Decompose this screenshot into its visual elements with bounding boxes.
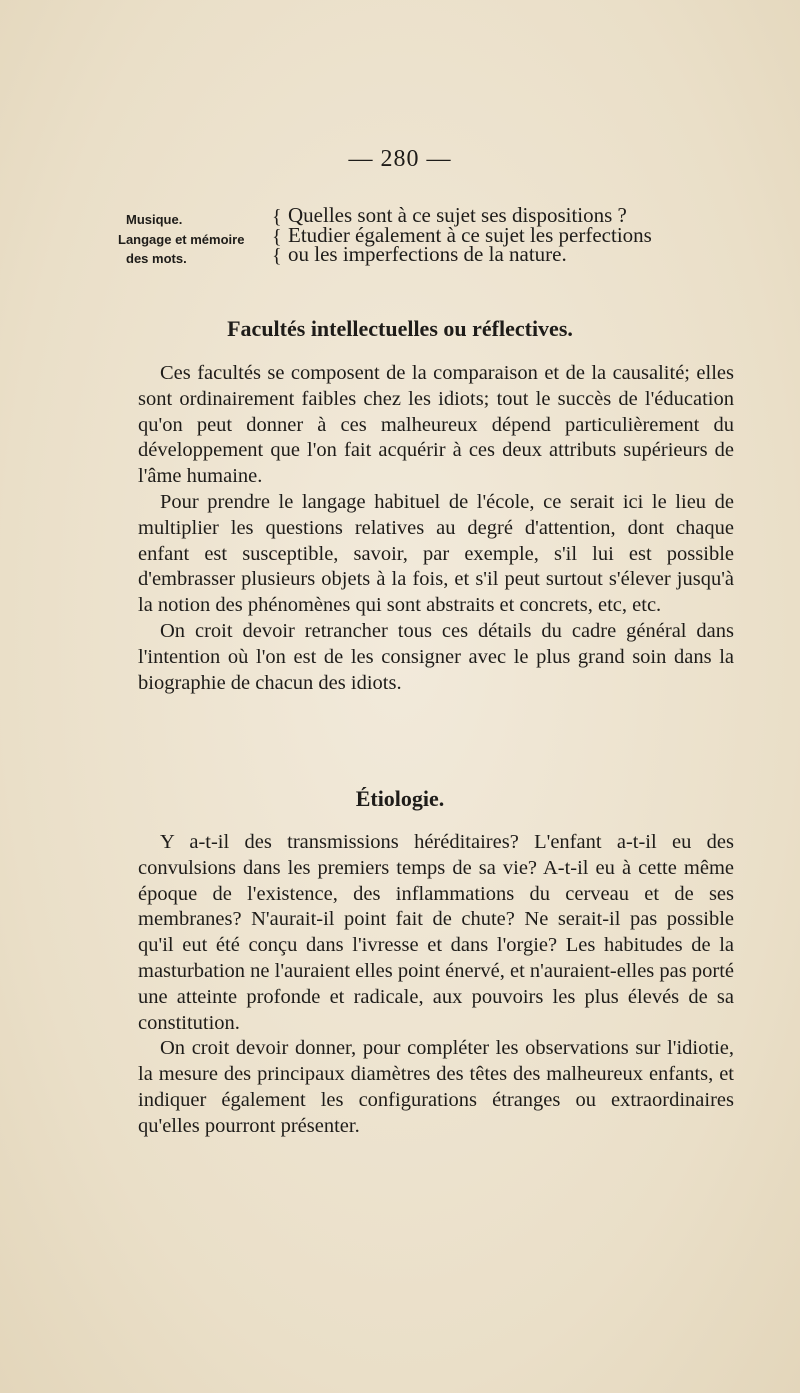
paragraph: Pour prendre le langage habituel de l'école, ce serait ici le lieu de multiplier les questions relatives au degré d'attention, dont chaque enfant est susceptible, savoir, par exemple, s'il lui est possible d'embrasser plusieurs objets à la fois, et s'il peut surtout s'élever jusqu'à la notion des phénomènes qui sont abstraits et concrets, etc, etc. (138, 490, 734, 617)
margin-note-music: Musique. (126, 212, 183, 227)
side-lines (288, 203, 728, 266)
section-body-etiology (138, 830, 734, 1140)
paragraph: Ces facultés se composent de la comparaison et de la causalité; elles sont ordinairement faibles chez les idiots; tout le succès de l'éducation qu'on peut donner à ces malheureux dépend particulièrement du développement que l'on fait acquérir à ces deux attributs supérieurs de l'âme humaine. (138, 362, 734, 488)
margin-notes (118, 210, 268, 269)
paragraph: On croit devoir retrancher tous ces détails du cadre général dans l'intention où l'on est de les consigner avec le plus grand soin dans la biographie de chacun des idiots. (138, 619, 734, 694)
side-line-1: Quelles sont à ce sujet ses dispositions ? (288, 203, 627, 227)
paragraph: On croit devoir donner, pour compléter les observations sur l'idiotie, la mesure des principaux diamètres des têtes des malheureux enfants, et indiquer également les configurations étranges ou extraordinaires qu'elles pourront présenter. (138, 1037, 734, 1137)
section-heading-intellectual: Facultés intellectuelles ou réflectives. (227, 316, 573, 341)
side-line-2: Etudier également à ce sujet les perfections (288, 222, 652, 247)
section-heading-etiology: Étiologie. (355, 786, 445, 811)
brace-mark: { { { (272, 206, 282, 267)
margin-note-language: Langage et mémoire (118, 231, 245, 247)
side-line-3: ou les imperfections de la nature. (288, 242, 567, 266)
section-body-intellectual (138, 361, 734, 696)
paragraph: Y a-t-il des transmissions héréditaires? L'enfant a-t-il eu des convulsions dans les premiers temps de sa vie? A-t-il eu à cette même époque de l'existence, des inflammations du cerveau et de ses membranes? N'aurait-il point fait de chute? Ne serait-il pas possible qu'il eut été conçu dans l'ivresse et dans l'orgie? Les habitudes de la masturbation ne l'auraient elles point énervé, et n'auraient-elles pas porté une atteinte profonde et radicale, aux pouvoirs les plus élevés de sa constitution. (138, 831, 734, 1034)
page-number: — 280 — (348, 146, 452, 172)
margin-note-words: des mots. (126, 251, 187, 266)
